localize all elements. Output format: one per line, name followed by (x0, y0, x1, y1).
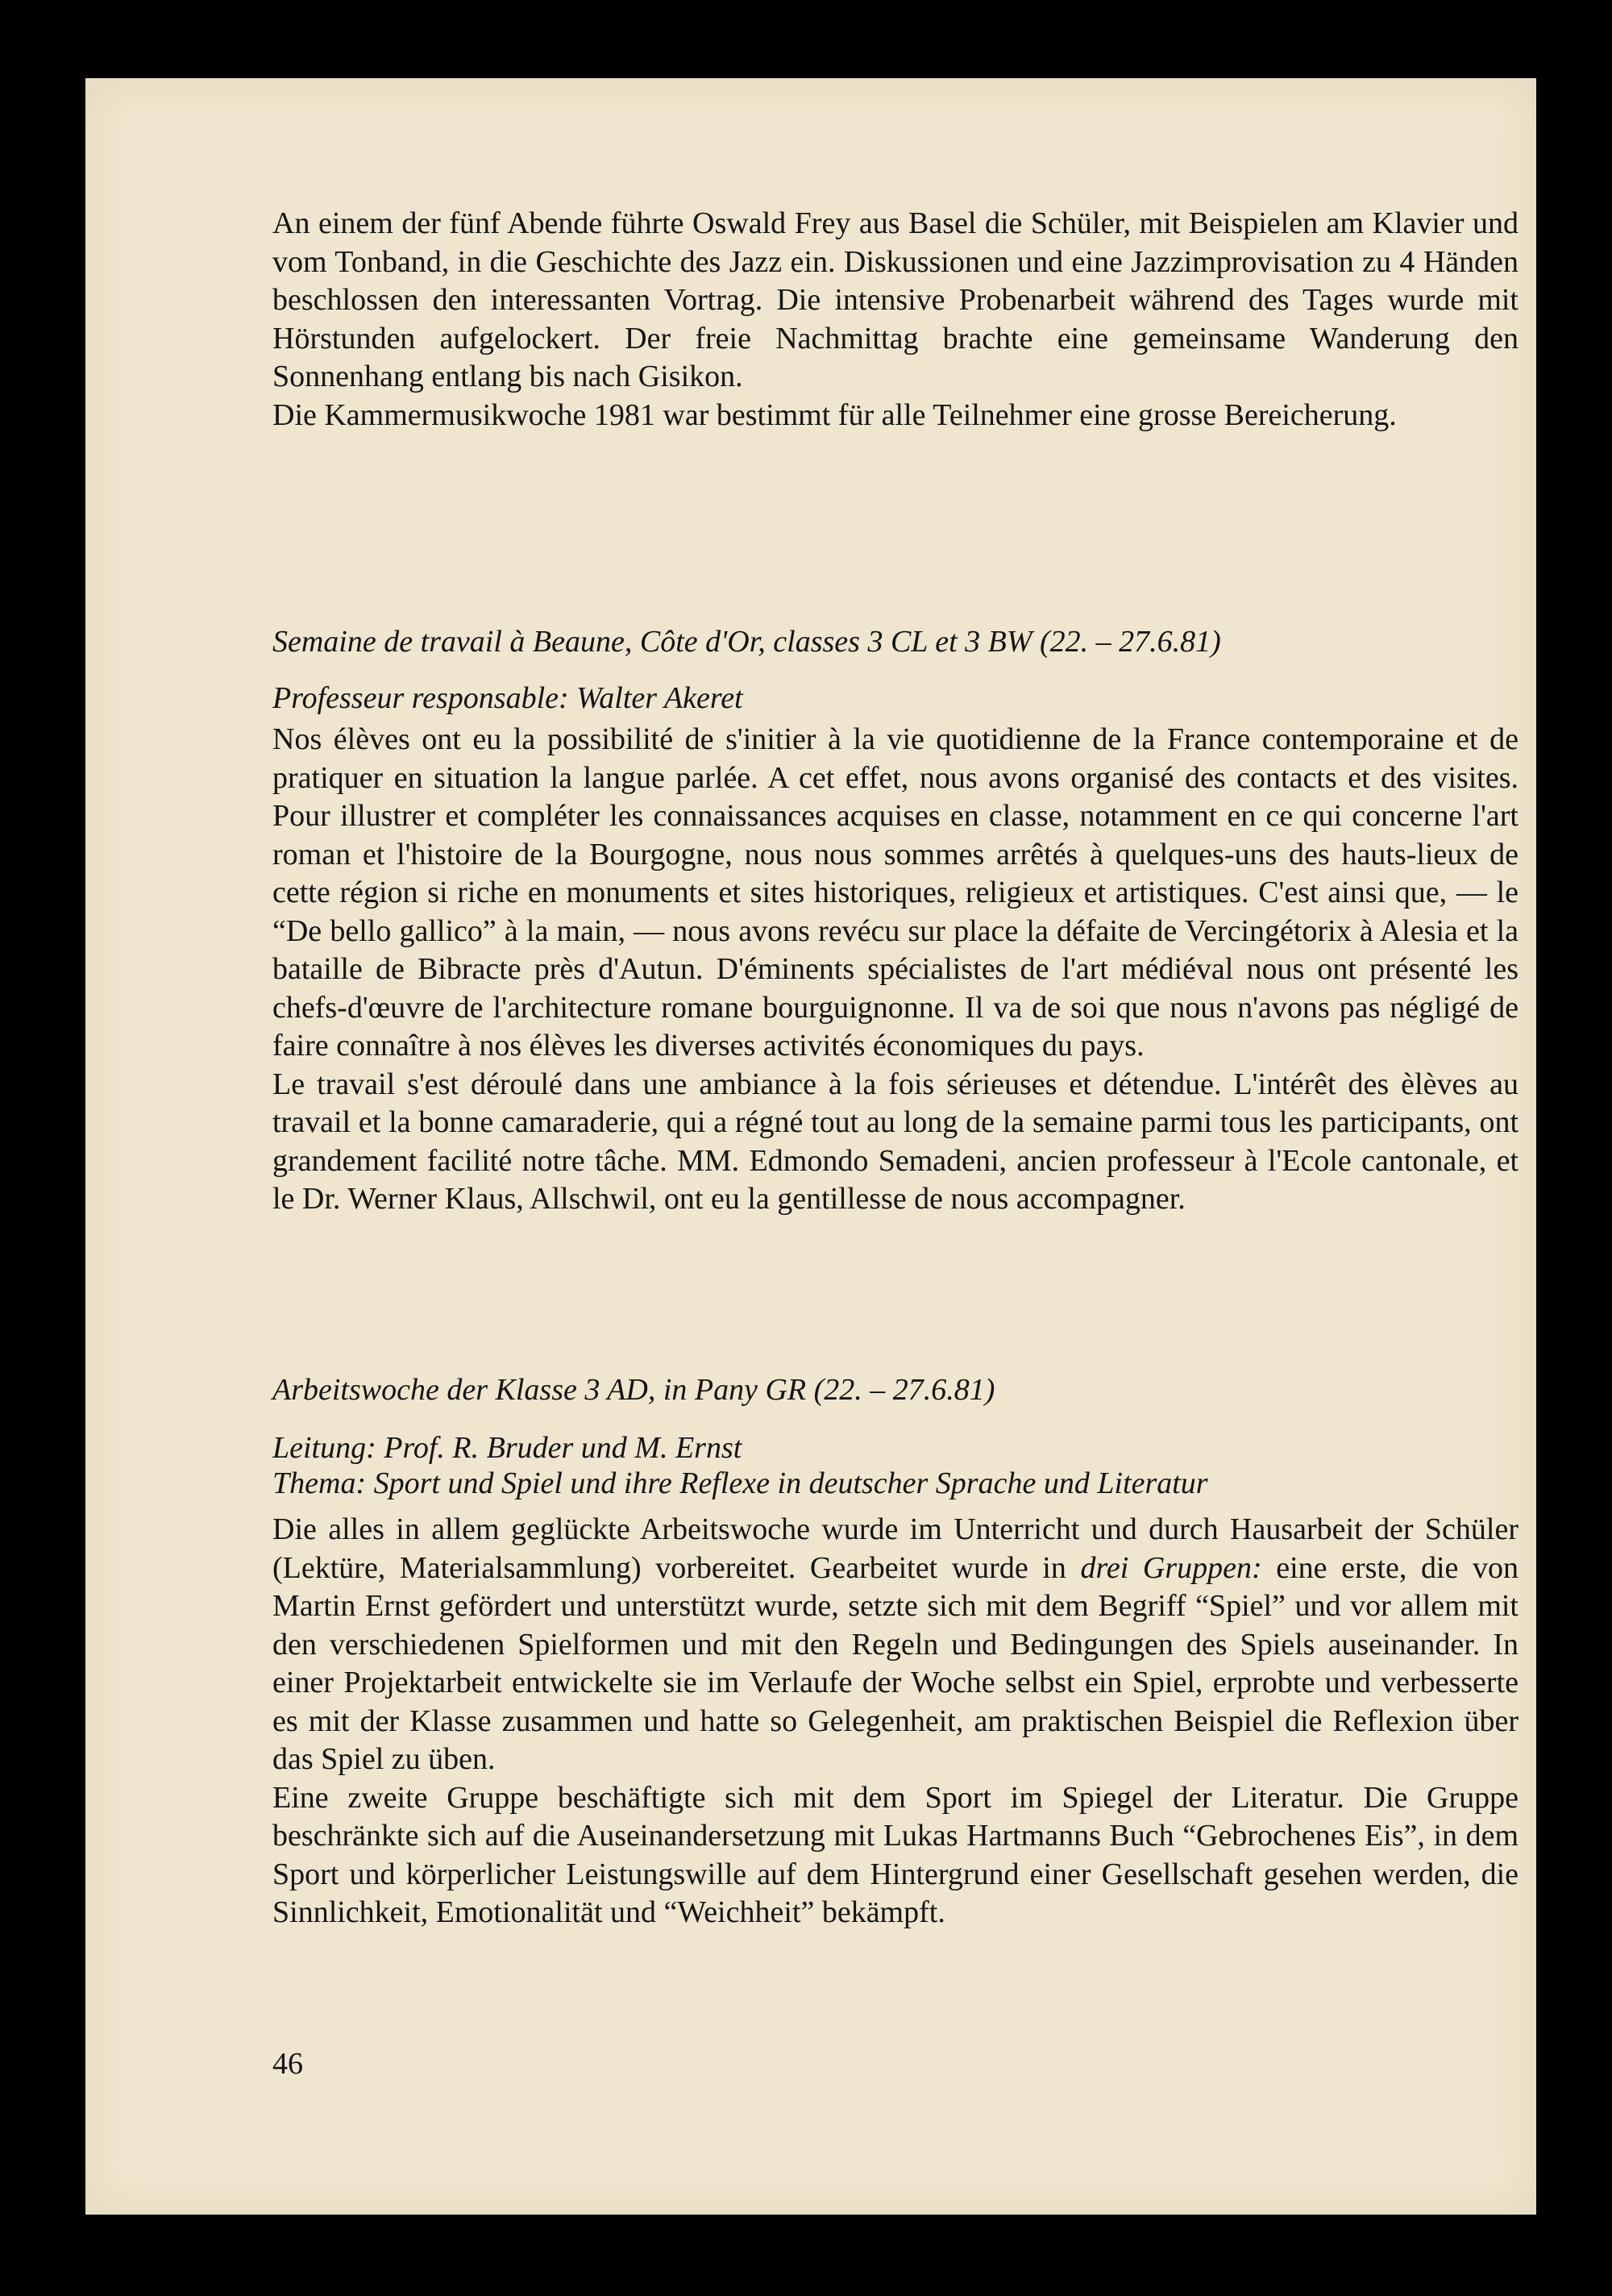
subheading-thema: Thema: Sport und Spiel und ihre Reflexe in deutscher Sprache und Literatur (272, 1466, 1208, 1500)
paragraph-pany-groups-italic: drei Gruppen: (1080, 1550, 1262, 1585)
page-number: 46 (272, 2047, 303, 2081)
paragraph-conclusion: Die Kammermusikwoche 1981 war bestimmt für alle Teilnehmer eine grosse Bereicherung. (272, 397, 1397, 432)
paragraph-pany-groups-text1: Die alles in allem geglückte Arbeitswoche wurde im Unterricht und durch Hausarbeit der Schüler (Lektüre, Materialsammlung) vorbereitet. Gearbeitet wurde in (272, 1512, 1519, 1585)
heading-pany: Arbeitswoche der Klasse 3 AD, in Pany GR (22. – 27.6.81) (272, 1373, 995, 1407)
document-page (85, 78, 1536, 2215)
subheading-leitung: Leitung: Prof. R. Bruder und M. Ernst (272, 1431, 742, 1465)
subheading-professeur: Professeur responsable: Walter Akeret (272, 681, 743, 715)
paragraph-jazz-evening: An einem der fünf Abende führte Oswald Frey aus Basel die Schüler, mit Beispielen am Klavier und vom Tonband, in die Geschichte des Jazz ein. Diskussionen und eine Jazzimprovisation zu 4 Händen beschlossen den interessanten Vortrag. Die intensive Probenarbeit während des Tages wurde mit Hörstunden aufgelockert. Der freie Nachmittag brachte eine gemeinsame Wanderung den Sonnenhang entlang bis nach Gisikon. (272, 206, 1519, 393)
paragraph-pany-groups (272, 1511, 1519, 1779)
section-kammermusik (272, 205, 1519, 435)
paragraph-pany-literature: Eine zweite Gruppe beschäftigte sich mit dem Sport im Spiegel der Literatur. Die Gruppe beschränkte sich auf die Auseinandersetzung mit Lukas Hartmanns Buch “Gebrochenes Eis”, in dem Sport und körperlicher Leistungswille auf dem Hintergrund einer Gesellschaft gesehen werden, die Sinnlichkeit, Emotionalität und “Weichheit” bekämpft. (272, 1780, 1519, 1929)
paragraph-pany-groups-text2: eine erste, die von Martin Ernst gefördert und unterstützt wurde, setzte sich mit dem Begriff “Spiel” und vor allem mit den verschiedenen Spielformen und mit den Regeln und Bedingungen des Spiels auseinander. In einer Projektarbeit entwickelte sie im Verlaufe der Woche selbst ein Spiel, erprobte und verbesserte es mit der Klasse zusammen und hatte so Gelegenheit, am praktischen Beispiel die Reflexion über das Spiel zu üben. (272, 1550, 1519, 1776)
section-beaune (272, 721, 1519, 1219)
paragraph-beaune-visits: Nos élèves ont eu la possibilité de s'initier à la vie quotidienne de la France contemporaine et de pratiquer en situation la langue parlée. A cet effet, nous avons organisé des contacts et des visites. Pour illustrer et compléter les connaissances acquises en classe, notamment en ce qui concerne l'art roman et l'histoire de la Bourgogne, nous nous sommes arrêtés à quelques-uns des hauts-lieux de cette région si riche en monuments et sites historiques, religieux et artistiques. C'est ainsi que, — le “De bello gallico” à la main, — nous avons revécu sur place la défaite de Vercingétorix à Alesia et la bataille de Bibracte près d'Autun. D'éminents spécialistes de l'art médiéval nous ont présenté les chefs-d'œuvre de l'architecture romane bourguignonne. Il va de soi que nous n'avons pas négligé de faire connaître à nos élèves les diverses activités économiques du pays. (272, 722, 1519, 1063)
section-pany (272, 1511, 1519, 1932)
paragraph-beaune-ambiance: Le travail s'est déroulé dans une ambiance à la fois sérieuses et détendue. L'intérêt des èlèves au travail et la bonne camaraderie, qui a régné tout au long de la semaine parmi tous les participants, ont grandement facilité notre tâche. MM. Edmondo Semadeni, ancien professeur à l'Ecole cantonale, et le Dr. Werner Klaus, Allschwil, ont eu la gentillesse de nous accompagner. (272, 1067, 1519, 1216)
heading-beaune: Semaine de travail à Beaune, Côte d'Or, classes 3 CL et 3 BW (22. – 27.6.81) (272, 625, 1221, 659)
